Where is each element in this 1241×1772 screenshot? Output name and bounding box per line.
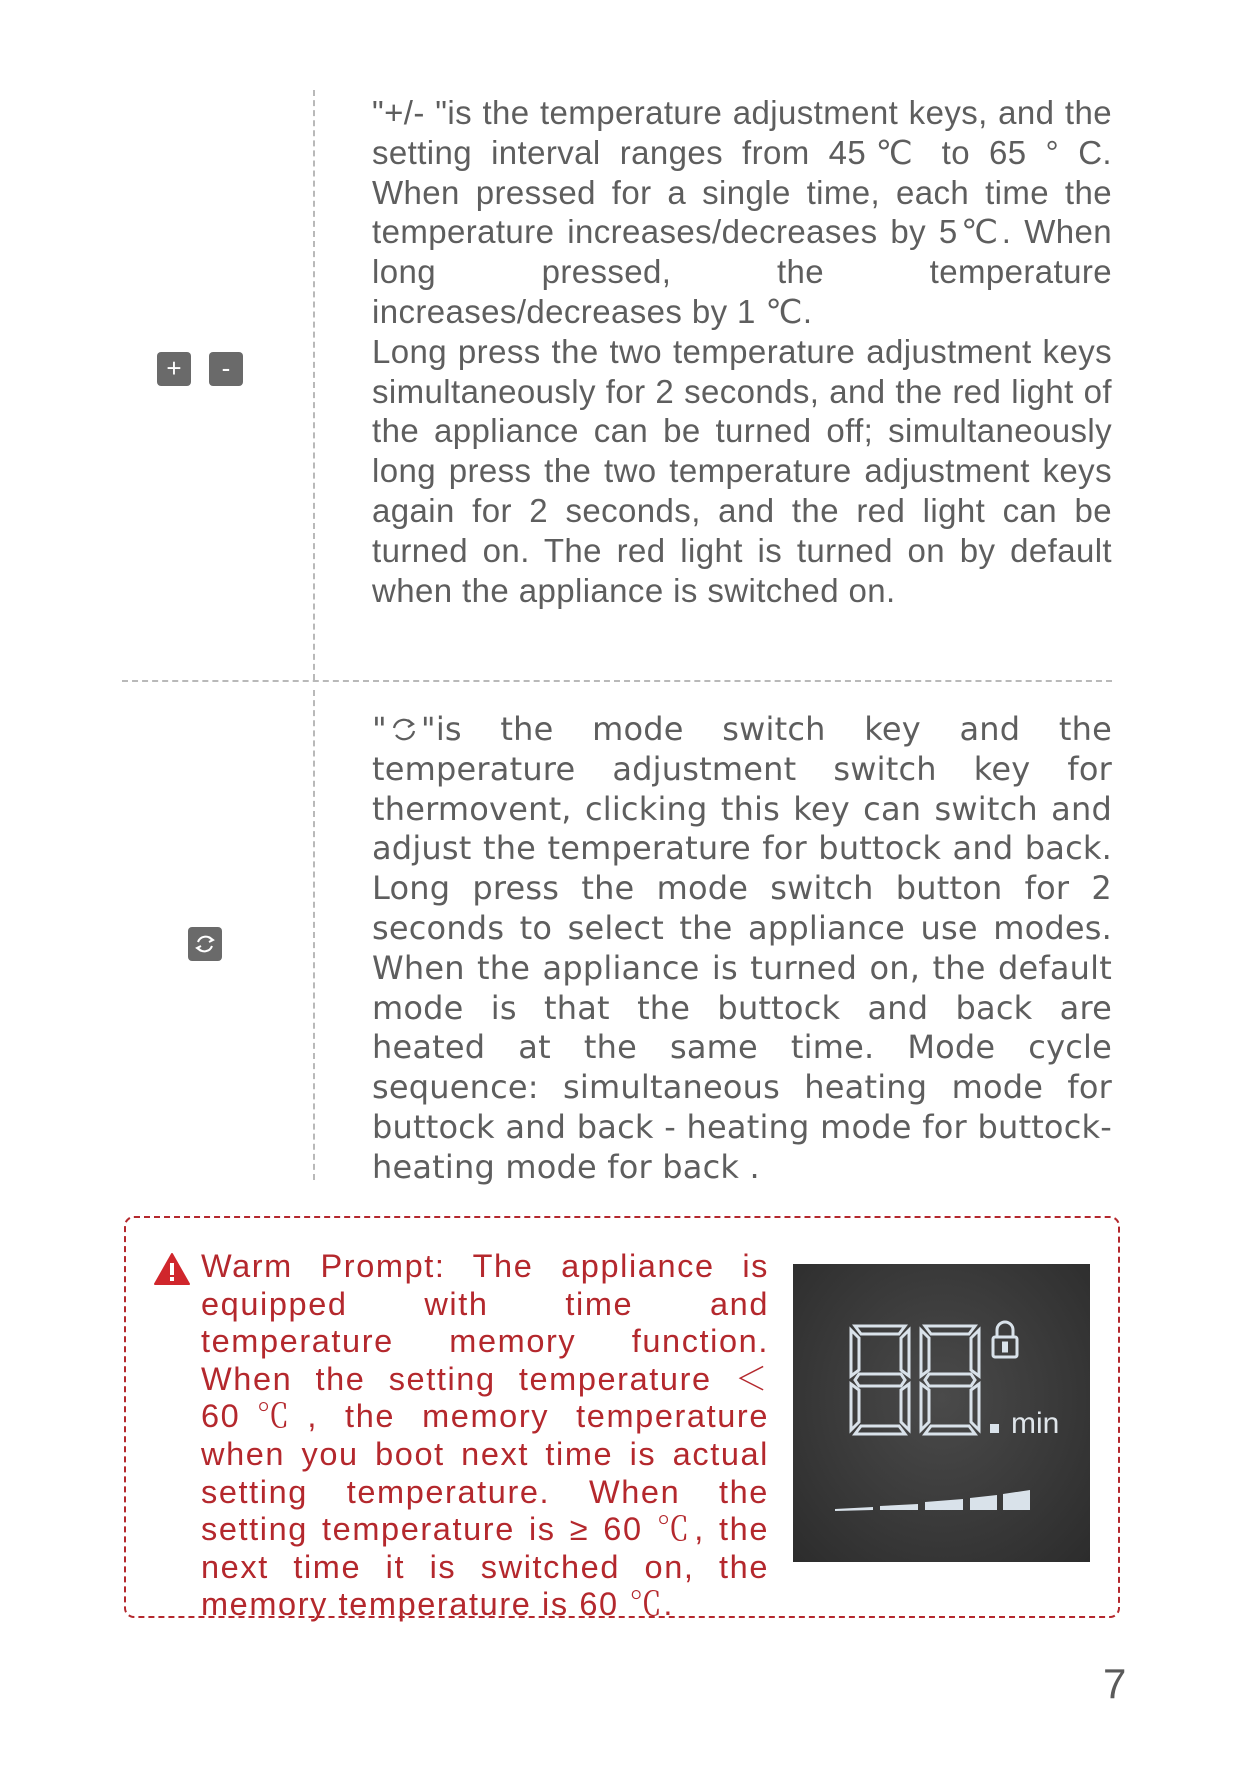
- temperature-range-paragraph: "+/- "is the temperature adjustment keys, and the setting interval ranges from 45℃ to 65 ° C. When pressed for a single time, each time the temperature increases/decreases by 5℃. When long pressed, the temperature increases/decreases by 1 ℃.: [372, 94, 1112, 330]
- temperature-keys-description: [372, 93, 1112, 610]
- level-bars: [835, 1490, 1030, 1511]
- warm-prompt-text: Warm Prompt: The appliance is equipped with time and temperature memory function. When the setting temperature ＜60℃, the memory temperature when you boot next time is actual setting temperature. When the setting temperature is ≥ 60 ℃, the next time it is switched on, the memory temperature is 60 ℃.: [201, 1248, 769, 1623]
- warm-prompt-text-block: [201, 1248, 769, 1624]
- column-divider-top: [313, 90, 315, 680]
- mode-key-paragraph: [372, 710, 1112, 1188]
- mode-key-text: "is the mode switch key and the temperature adjustment switch key for thermovent, clicking this key can switch and adjust the temperature for buttock and back. Long press the mode switch button for 2 seconds to select the appliance use modes. When the appliance is turned on, the default mode is that the buttock and back are heated at the same time. Mode cycle sequence: simultaneous heating mode for buttock and back - heating mode for buttock-heating mode for back .: [372, 710, 1112, 1186]
- lcd-display-image: [793, 1264, 1090, 1562]
- mode-key-description: [372, 710, 1112, 1188]
- mode-cycle-icon: [387, 714, 421, 744]
- column-divider-bottom: [313, 690, 315, 1180]
- warning-triangle-icon: [153, 1252, 191, 1286]
- lock-icon: [993, 1322, 1017, 1357]
- plus-key-icon: +: [157, 352, 191, 386]
- minus-key-icon: -: [209, 352, 243, 386]
- page-number: 7: [1103, 1660, 1127, 1707]
- lcd-unit-label: min: [1011, 1407, 1060, 1440]
- mode-switch-key-icon: [188, 927, 222, 961]
- section-divider: [122, 680, 1112, 682]
- quote-mark: ": [372, 710, 387, 748]
- red-light-paragraph: Long press the two temperature adjustment keys simultaneously for 2 seconds, and the red light of the appliance can be turned off; simultaneously long press the two temperature adjustment keys again for 2 seconds, and the red light can be turned on. The red light is turned on by default when the appliance is switched on.: [372, 332, 1112, 609]
